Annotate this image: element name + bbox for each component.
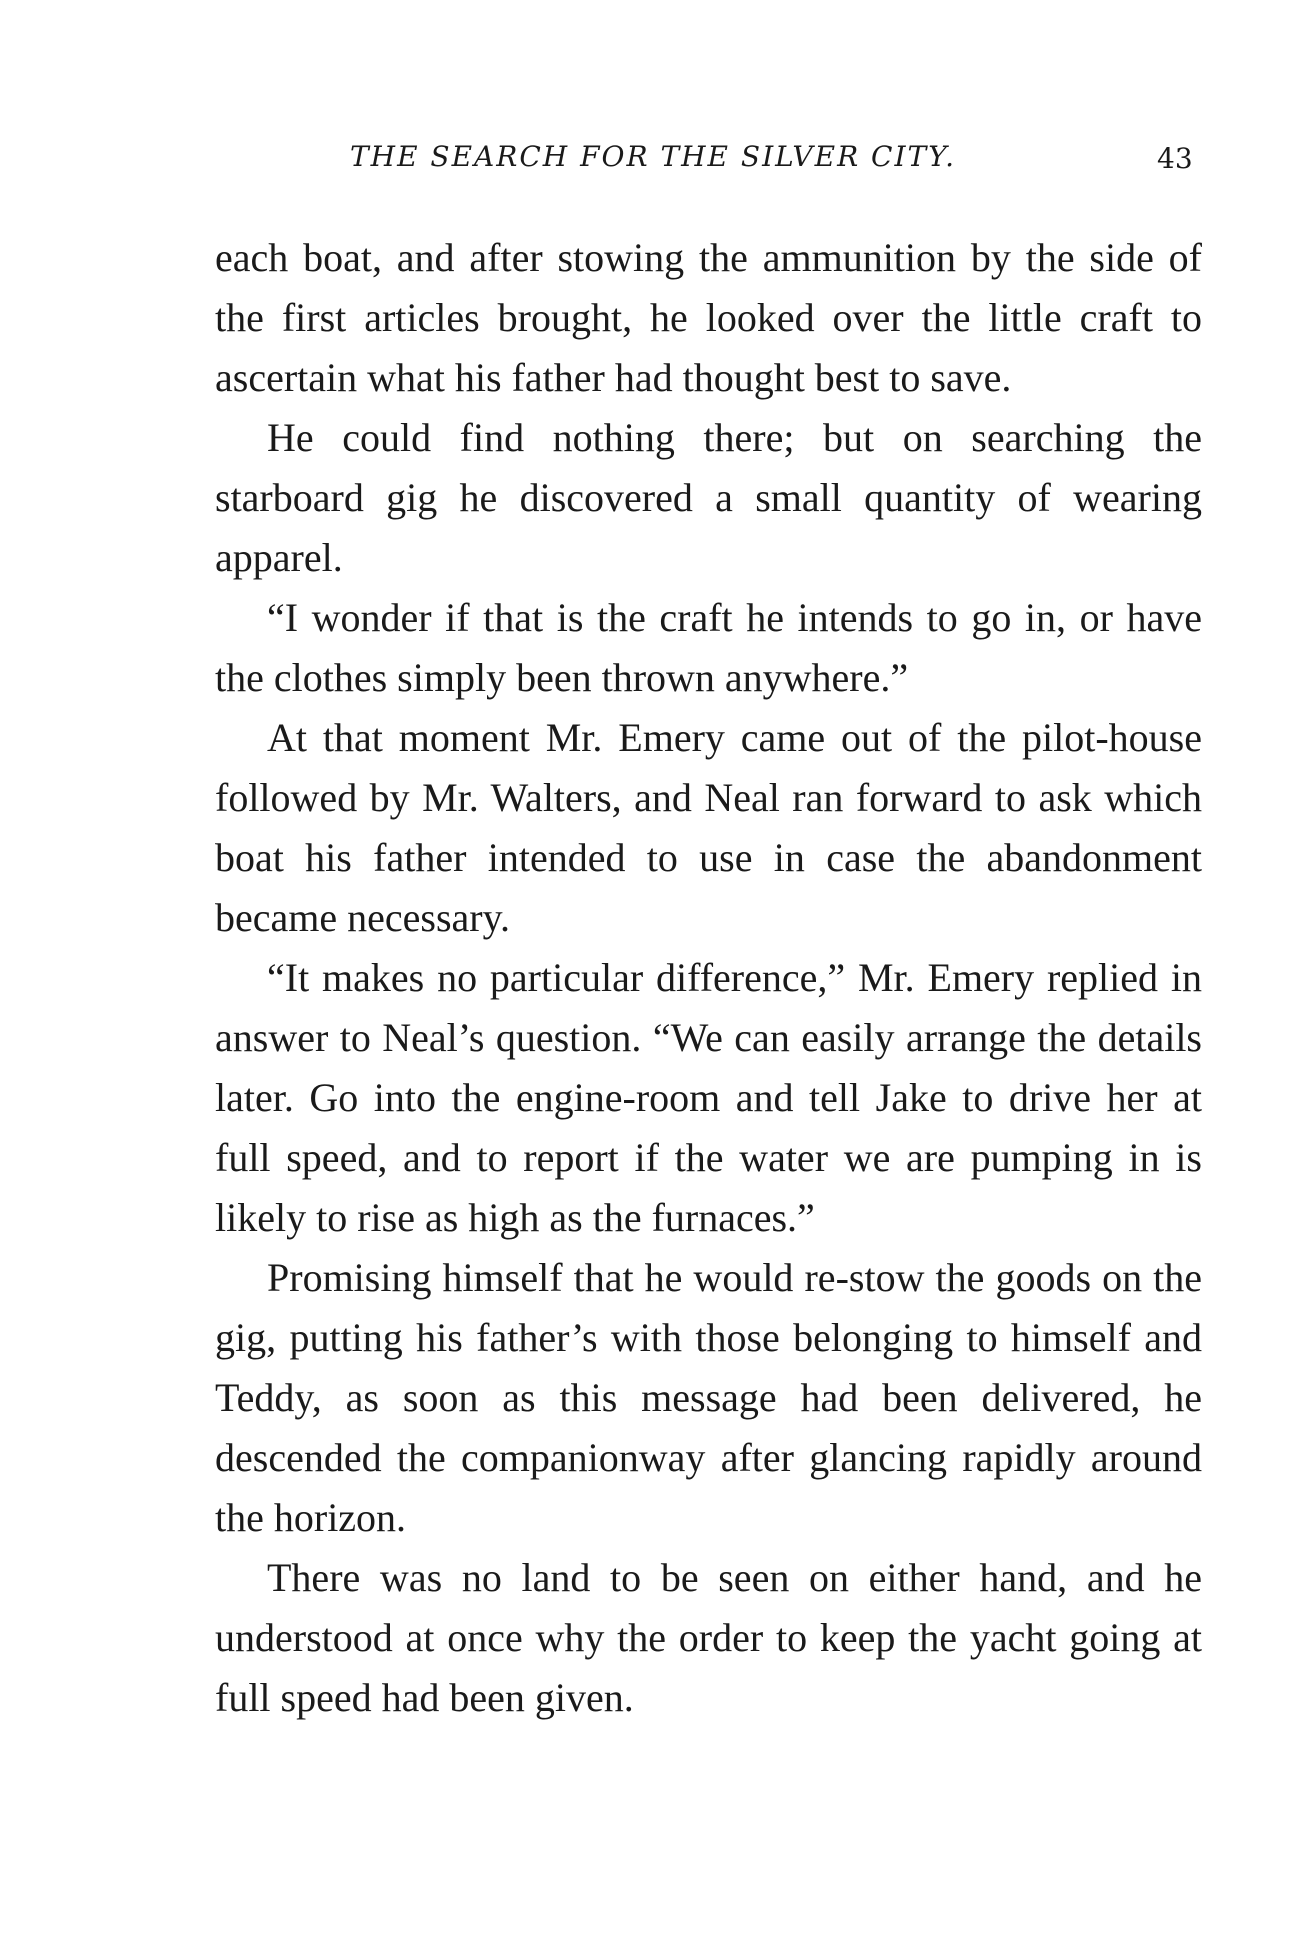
page-number: 43 (1157, 142, 1193, 175)
paragraph: “I wonder if that is the craft he intends to go in, or have the clothes simply been thrown anywhere.” (215, 595, 1202, 700)
paragraph: At that moment Mr. Emery came out of the pilot-house followed by Mr. Walters, and Neal ran forward to ask which boat his father intended to use in case the abandonment became necessary. (215, 715, 1202, 940)
paragraph: each boat, and after stowing the ammunition by the side of the first articles brought, he looked over the little craft to ascertain what his father had thought best to save. (215, 235, 1202, 400)
paragraph: He could find nothing there; but on searching the starboard gig he discovered a small quantity of wearing apparel. (215, 415, 1202, 580)
paragraph: Promising himself that he would re-stow the goods on the gig, putting his father’s with those belonging to himself and Teddy, as soon as this message had been delivered, he descended the companionway after glancing rapidly around the horizon. (215, 1255, 1202, 1540)
paragraph: There was no land to be seen on either hand, and he understood at once why the order to keep the yacht going at full speed had been given. (215, 1555, 1202, 1720)
paragraph: “It makes no particular difference,” Mr. Emery replied in answer to Neal’s question. “We can easily arrange the details later. Go into the engine-room and tell Jake to drive her at full speed, and to report if the water we are pumping in is likely to rise as high as the furnaces.” (215, 955, 1202, 1240)
page-body (215, 228, 1202, 1728)
page-header (350, 140, 1247, 180)
running-title: THE SEARCH FOR THE SILVER CITY. (350, 140, 956, 173)
